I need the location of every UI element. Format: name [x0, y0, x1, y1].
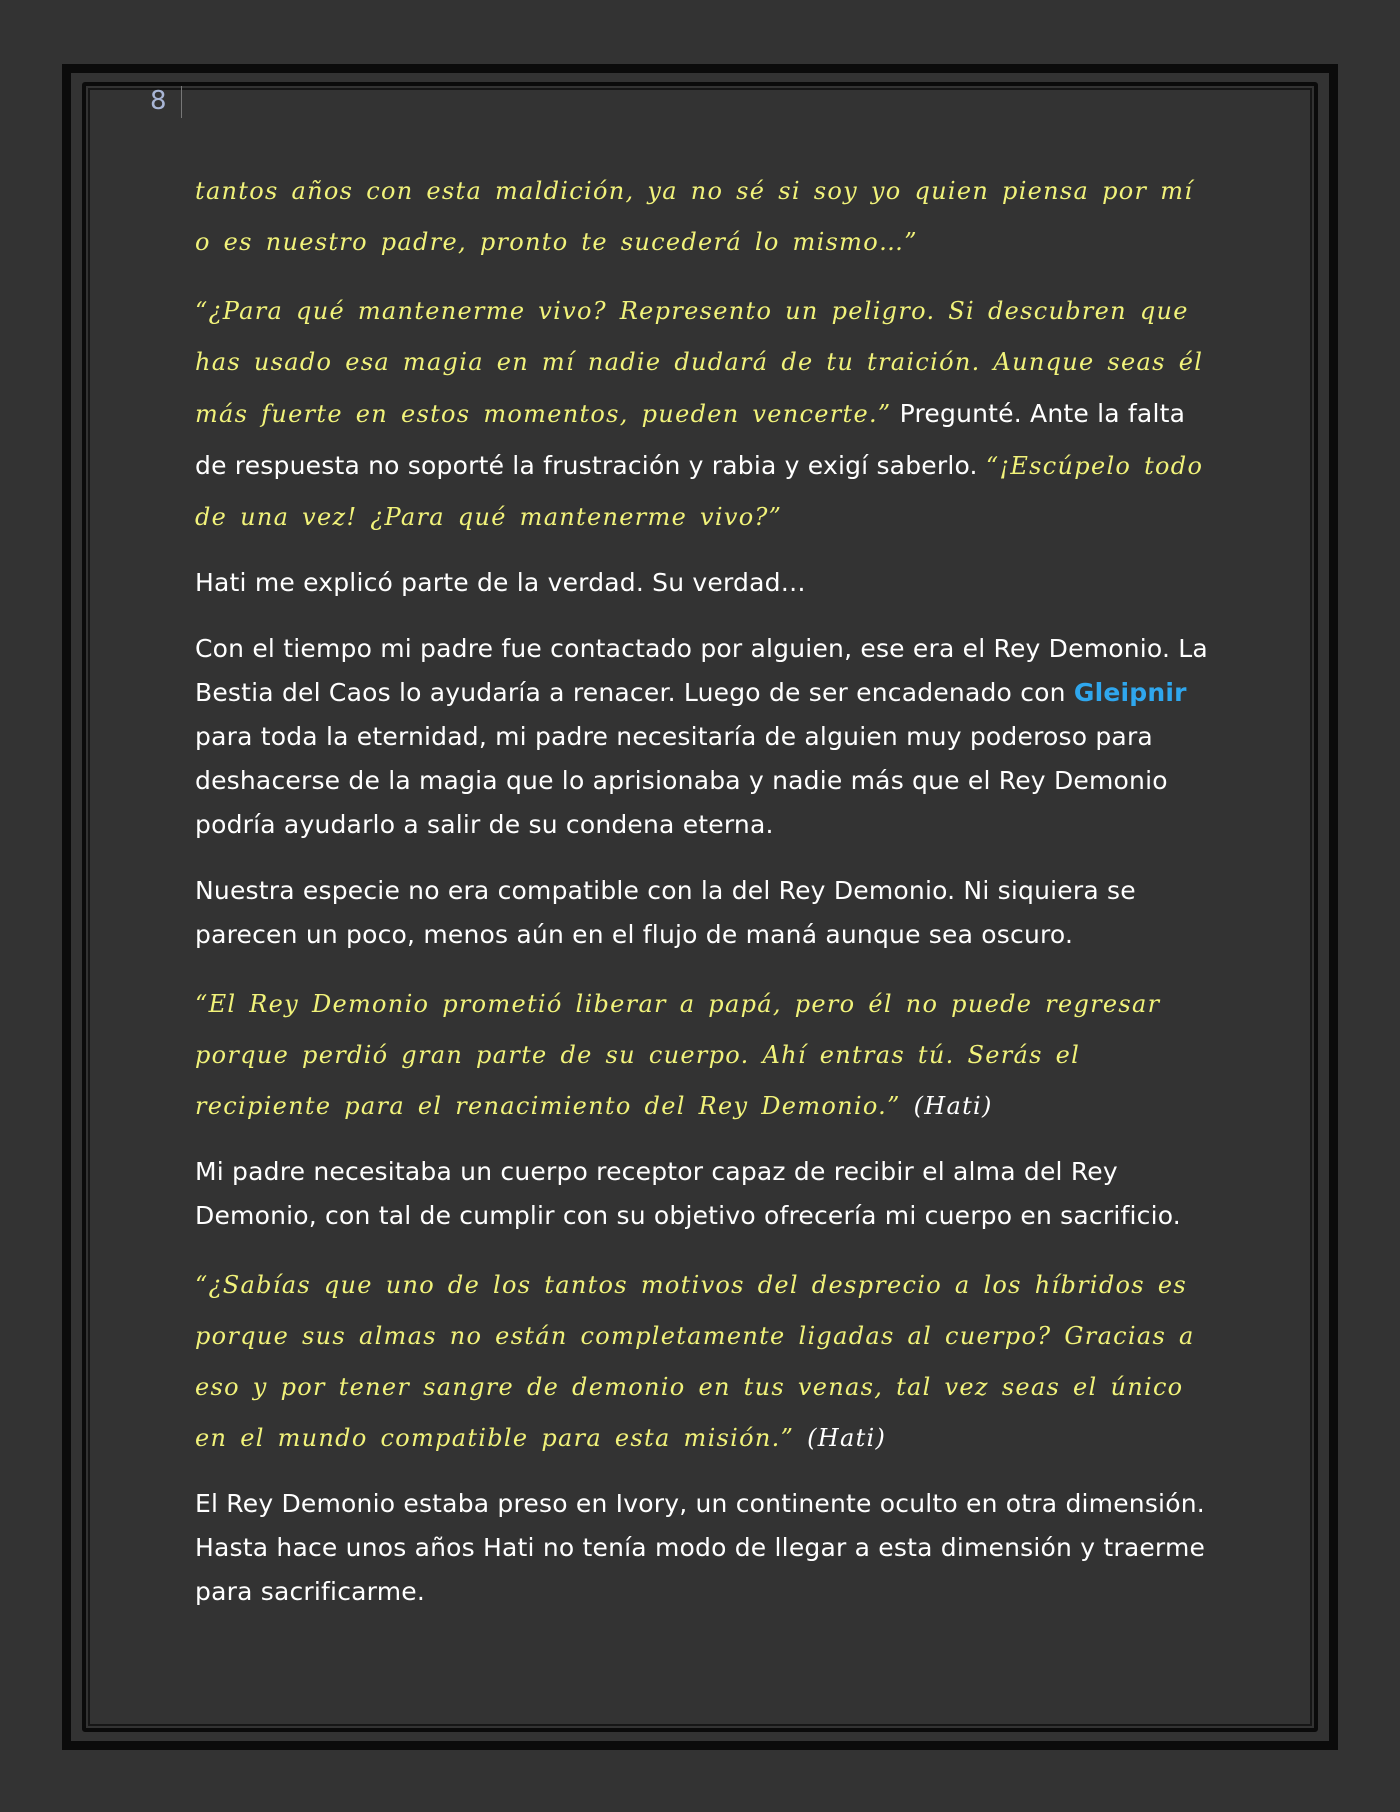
page-number-divider [181, 86, 182, 118]
dialogue-quote-mixed [195, 286, 1215, 543]
dialogue-quote-attributed [195, 1260, 1215, 1464]
narration-paragraph: Nuestra especie no era compatible con la del Rey Demonio. Ni siquiera se parecen un poco, menos aún en el flujo de maná aunque sea oscuro. [195, 876, 1136, 949]
page-number: 8 [150, 86, 167, 116]
dialogue-quote: “¡Escúpelo todo de una vez! ¿Para qué mantenerme vivo?” [195, 452, 1204, 531]
dialogue-quote: “¿Sabías que uno de los tantos motivos del desprecio a los híbridos es porque sus almas no están completamente ligadas al cuerpo? Gracias a eso y por tener sangre de demonio en tus venas, tal vez seas el único en el mundo compatible para esta misión.” [195, 1271, 1195, 1452]
narration-text: Pregunté. Ante la falta de respuesta no soporté la frustración y rabia y exigí saberlo. [195, 399, 1186, 480]
narration-paragraph: Hati me explicó parte de la verdad. Su verdad… [195, 568, 806, 597]
speaker-attribution: (Hati) [794, 1424, 887, 1452]
page-body [195, 166, 1215, 1636]
narration-text: Con el tiempo mi padre fue contactado por alguien, ese era el Rey Demonio. La Bestia del Caos lo ayudaría a renacer. Luego de ser encadenado con [195, 634, 1208, 707]
speaker-attribution: (Hati) [900, 1092, 993, 1120]
dialogue-quote: tantos años con esta maldición, ya no sé si soy yo quien piensa por mí o es nuestro padre, pronto te sucederá lo mismo…” [195, 177, 1194, 256]
dialogue-quote: “El Rey Demonio prometió liberar a papá, pero él no puede regresar porque perdió gran parte de su cuerpo. Ahí entras tú. Serás el recipiente para el renacimiento del Rey Demonio.” [195, 990, 1161, 1120]
narration-paragraph [195, 627, 1215, 847]
narration-text: para toda la eternidad, mi padre necesitaría de alguien muy poderoso para deshacerse de la magia que lo aprisionaba y nadie más que el Rey Demonio podría ayudarlo a salir de su condena eterna. [195, 722, 1168, 839]
narration-paragraph: Mi padre necesitaba un cuerpo receptor capaz de recibir el alma del Rey Demonio, con tal de cumplir con su objetivo ofrecería mi cuerpo en sacrificio. [195, 1157, 1181, 1230]
dialogue-quote-attributed [195, 979, 1215, 1132]
gleipnir-link[interactable]: Gleipnir [1073, 678, 1187, 707]
dialogue-quote: “¿Para qué mantenerme vivo? Represento un peligro. Si descubren que has usado esa magia en mí nadie dudará de tu traición. Aunque seas él más fuerte en estos momentos, pueden vencerte.” [195, 297, 1204, 428]
narration-paragraph: El Rey Demonio estaba preso en Ivory, un continente oculto en otra dimensión. Hasta hace unos años Hati no tenía modo de llegar a esta dimensión y traerme para sacrificarme. [195, 1489, 1206, 1606]
